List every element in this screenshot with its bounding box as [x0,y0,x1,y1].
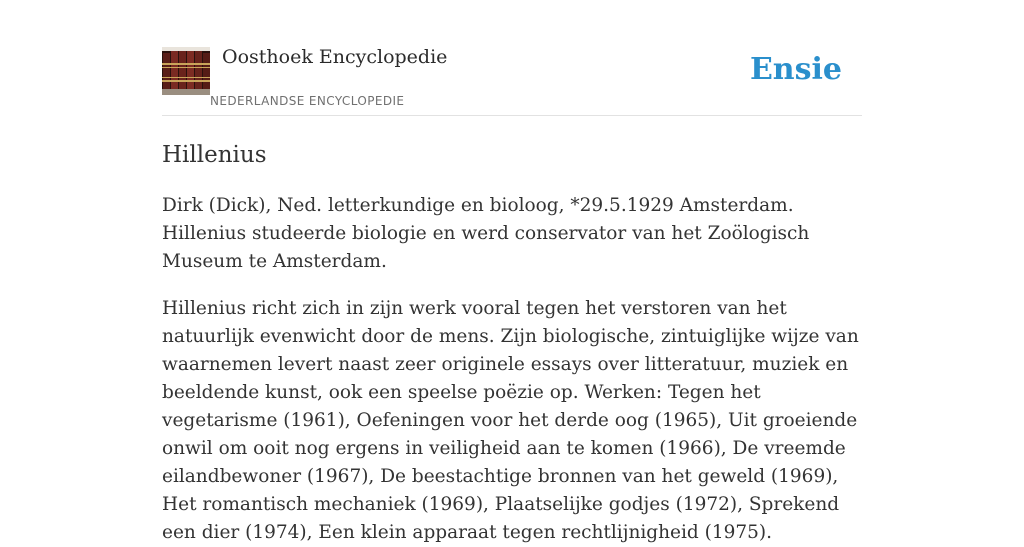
article [162,141,862,547]
site-title[interactable]: Oosthoek Encyclopedie [222,46,448,68]
encyclopedia-books-icon[interactable] [162,47,210,95]
article-paragraph: Hillenius richt zich in zijn werk vooral tegen het verstoren van het natuurlijk evenwicht door de mens. Zijn biologische, zintuiglijke wijze van waarnemen levert naast zeer originele essays over litteratuur, muziek en beeldende kunst, ook een speelse poëzie op. Werken: Tegen het vegetarisme (1961), Oefeningen voor het derde oog (1965), Uit groeiende onwil om ooit nog ergens in veiligheid aan te komen (1966), De vreemde eilandbewoner (1967), De beestachtige bronnen van het geweld (1969), Het romantisch mechaniek (1969), Plaatselijke godjes (1972), Sprekend een dier (1974), Een klein apparaat tegen rechtlijnigheid (1975). [162,298,859,543]
page [162,0,862,543]
site-header [162,0,862,116]
article-title: Hillenius [162,142,267,168]
brand-logo[interactable]: Ensie [749,52,842,87]
site-subtitle: NEDERLANDSE ENCYCLOPEDIE [210,94,405,108]
article-paragraph: Dirk (Dick), Ned. letterkundige en bioloog, *29.5.1929 Amsterdam. Hillenius studeerde biologie en werd conservator van het Zoölogisch Museum te Amsterdam. [162,195,810,272]
